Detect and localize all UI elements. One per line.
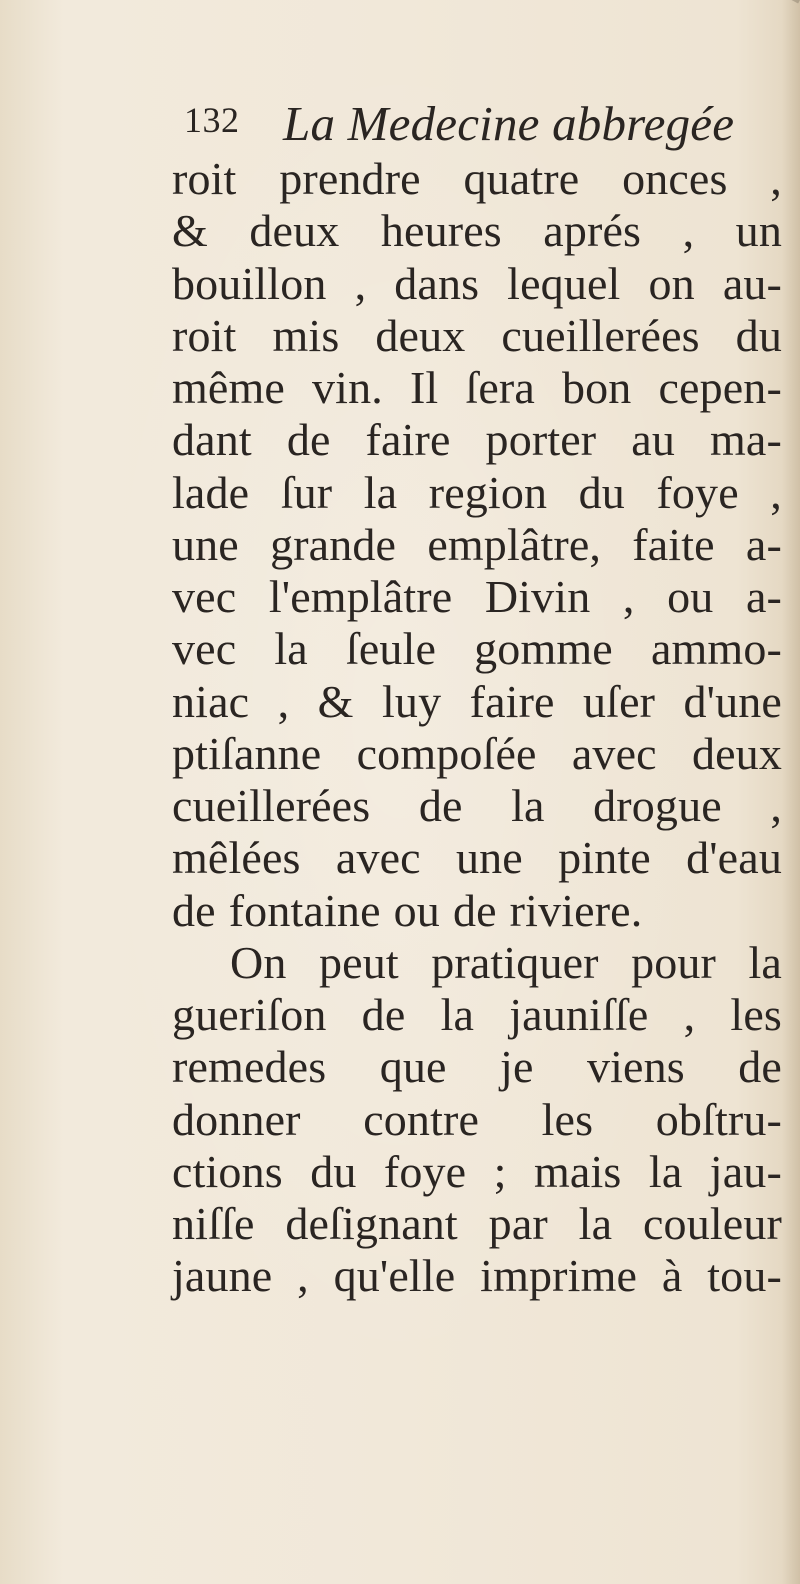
text-word: Il <box>409 362 439 414</box>
text-line <box>172 780 782 832</box>
text-word: , <box>770 153 782 205</box>
text-word: couleur <box>642 1198 782 1250</box>
text-word: vin. <box>312 362 383 414</box>
text-word: region <box>428 466 548 518</box>
text-word: uſer <box>583 675 656 727</box>
text-word: lade <box>172 466 250 518</box>
text-word: On <box>230 936 287 988</box>
text-word: je <box>500 1041 534 1093</box>
text-word: quatre <box>463 153 580 205</box>
text-line <box>172 362 782 414</box>
text-word: mêlées <box>172 832 301 884</box>
text-word: & <box>317 675 354 727</box>
text-word: bon <box>561 362 632 414</box>
text-word: même <box>172 362 285 414</box>
text-word: deux <box>249 205 340 257</box>
text-line <box>172 205 782 257</box>
text-word: pinte <box>558 832 651 884</box>
text-word: tou- <box>707 1250 782 1302</box>
text-word: contre <box>363 1093 480 1145</box>
text-word: la <box>274 623 308 675</box>
text-word: une <box>172 518 239 570</box>
page-number: 132 <box>184 100 240 140</box>
text-word: , <box>354 257 367 309</box>
text-word: onces <box>622 153 728 205</box>
text-word: pour <box>631 936 717 988</box>
text-lines <box>172 153 782 1303</box>
text-word: les <box>541 1093 594 1145</box>
text-word: donner <box>172 1093 301 1145</box>
text-word: faire <box>469 675 555 727</box>
text-word: dant <box>172 414 252 466</box>
text-word: , <box>277 675 290 727</box>
text-word: , <box>770 466 782 518</box>
text-word: & <box>172 205 208 257</box>
text-word: cueillerées <box>172 780 371 832</box>
text-word: cueillerées <box>501 309 700 361</box>
text-word: ; <box>493 1145 507 1197</box>
text-word: emplâtre, <box>427 518 602 570</box>
text-word: les <box>730 989 782 1041</box>
main-text-block <box>172 95 782 1303</box>
text-word: viens <box>586 1041 685 1093</box>
text-word: qu'elle <box>333 1250 456 1302</box>
text-word: prendre <box>279 153 421 205</box>
text-word: de <box>286 414 331 466</box>
text-word: à <box>661 1250 683 1302</box>
text-word: niac <box>172 675 250 727</box>
text-word: heures <box>380 205 502 257</box>
text-word: la <box>511 780 545 832</box>
text-word: du <box>310 1145 357 1197</box>
text-word: ma- <box>710 414 782 466</box>
text-word: au- <box>722 257 782 309</box>
text-word: l'emplâtre <box>268 571 453 623</box>
text-line <box>172 885 782 937</box>
text-word: riviere. <box>509 884 643 936</box>
running-title: La Medecine abbregée <box>283 96 735 151</box>
text-line <box>172 676 782 728</box>
text-line <box>172 937 782 989</box>
text-word: jaune <box>172 1250 273 1302</box>
text-word: ſeule <box>345 623 437 675</box>
text-word: un <box>735 205 782 257</box>
text-word: roit <box>172 309 237 361</box>
text-line <box>172 623 782 675</box>
text-line <box>172 519 782 571</box>
text-word: dans <box>394 257 480 309</box>
text-word: ou <box>667 571 714 623</box>
text-word: la <box>748 936 782 988</box>
text-word: cepen- <box>658 362 782 414</box>
text-word: jauniſſe <box>509 989 649 1041</box>
text-word: lequel <box>507 257 621 309</box>
text-line <box>172 1094 782 1146</box>
text-word: mis <box>272 309 340 361</box>
text-word: deux <box>375 309 466 361</box>
text-word: pratiquer <box>431 936 599 988</box>
text-word: de <box>452 884 497 936</box>
text-word: mais <box>534 1145 622 1197</box>
text-line <box>172 310 782 362</box>
text-word: bouillon <box>172 257 327 309</box>
text-line <box>172 153 782 205</box>
text-word: au <box>631 414 675 466</box>
text-word: d'eau <box>686 832 782 884</box>
text-word: fontaine <box>228 884 381 936</box>
text-line <box>172 571 782 623</box>
text-word: niſſe <box>172 1198 255 1250</box>
text-word: du <box>735 309 782 361</box>
text-word: ſur <box>280 466 333 518</box>
text-word: foye <box>383 1145 467 1197</box>
text-line <box>172 1041 782 1093</box>
text-word: deſignant <box>285 1198 458 1250</box>
text-word: , <box>622 571 635 623</box>
text-line <box>172 467 782 519</box>
text-word: gueriſon <box>172 989 327 1041</box>
text-word: grande <box>270 518 397 570</box>
text-word: imprime <box>480 1250 638 1302</box>
text-word: jau- <box>709 1145 782 1197</box>
text-word: de <box>738 1041 782 1093</box>
text-word: de <box>361 989 406 1041</box>
page-edge-shadow <box>782 0 800 1584</box>
running-head <box>172 95 782 151</box>
text-word: ptiſanne <box>172 727 322 779</box>
text-word: , <box>682 205 695 257</box>
text-word: peut <box>318 936 399 988</box>
text-word: du <box>578 466 625 518</box>
text-word: aprés <box>543 205 642 257</box>
text-word: de <box>418 780 463 832</box>
text-line <box>172 989 782 1041</box>
text-word: que <box>379 1041 447 1093</box>
text-line <box>172 1146 782 1198</box>
text-line <box>172 258 782 310</box>
text-word: faire <box>365 414 451 466</box>
text-word: a- <box>745 571 782 623</box>
text-word: porter <box>485 414 597 466</box>
text-line <box>172 1198 782 1250</box>
text-word: roit <box>172 153 237 205</box>
text-word: ctions <box>172 1145 283 1197</box>
text-word: vec <box>172 571 237 623</box>
text-word: vec <box>172 623 237 675</box>
text-word: on <box>648 257 695 309</box>
text-word: luy <box>381 675 442 727</box>
text-line <box>172 1250 782 1302</box>
text-word: compoſée <box>356 727 537 779</box>
text-word: deux <box>691 727 782 779</box>
text-word: par <box>488 1198 548 1250</box>
text-word: foye <box>656 466 739 518</box>
text-word: , <box>297 1250 309 1302</box>
text-word: de <box>172 884 216 936</box>
text-word: a- <box>745 518 782 570</box>
text-line <box>172 728 782 780</box>
text-word: , <box>770 780 782 832</box>
text-word: d'une <box>683 675 782 727</box>
text-word: ammo- <box>650 623 782 675</box>
text-word: ou <box>393 884 440 936</box>
text-word: gomme <box>474 623 613 675</box>
text-word: avec <box>335 832 421 884</box>
text-word: drogue <box>593 780 722 832</box>
text-line <box>172 414 782 466</box>
text-word: la <box>440 989 475 1041</box>
text-word: , <box>683 989 696 1041</box>
text-word: une <box>455 832 523 884</box>
text-word: faite <box>632 518 715 570</box>
text-word: ſera <box>465 362 535 414</box>
text-word: remedes <box>172 1041 327 1093</box>
text-word: avec <box>571 727 657 779</box>
text-line <box>172 832 782 884</box>
text-word: obſtru- <box>655 1093 782 1145</box>
text-word: la <box>648 1145 683 1197</box>
text-word: Divin <box>484 571 591 623</box>
text-word: la <box>363 466 398 518</box>
text-word: la <box>578 1198 613 1250</box>
